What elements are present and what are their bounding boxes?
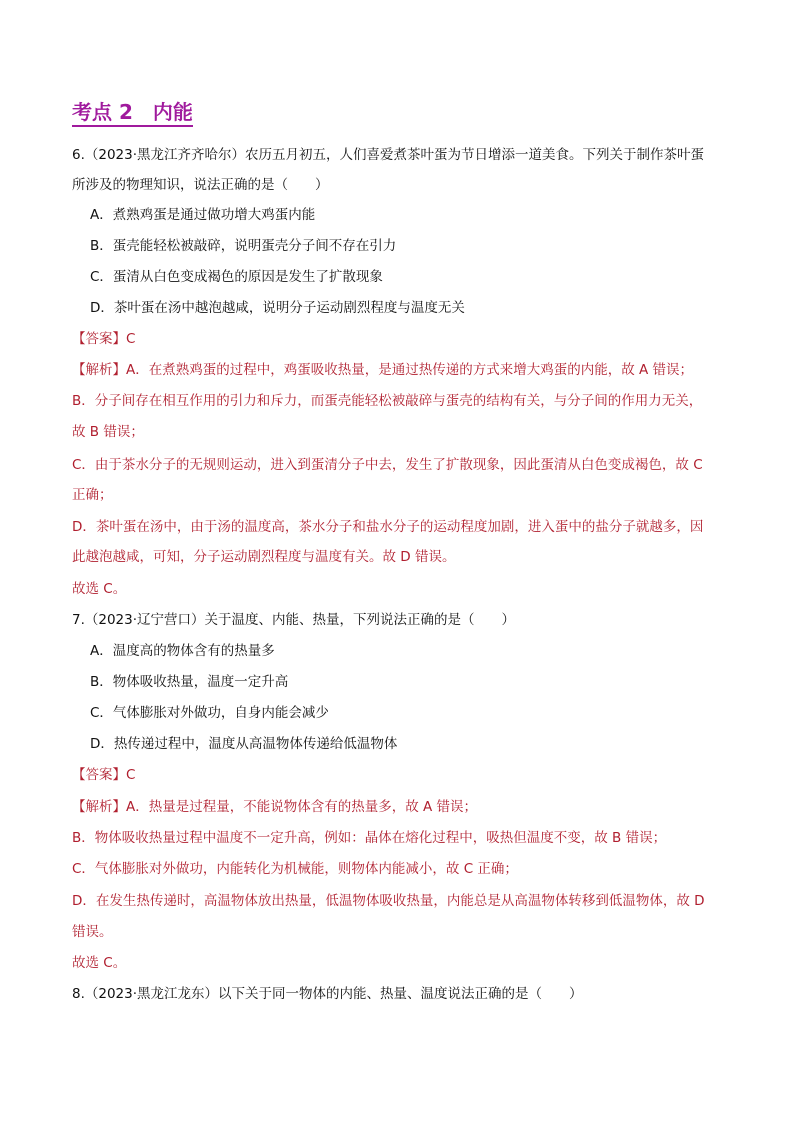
q7-stem-line-1: 7.（2023·辽宁营口）关于温度、内能、热量，下列说法正确的是（ ） (72, 612, 516, 628)
q6-analysis-line-1 (72, 360, 693, 380)
q7-option-d: D．热传递过程中，温度从高温物体传递给低温物体 (90, 736, 398, 752)
q6-analysis-line-7: 此越泡越咸，可知，分子运动剧烈程度与温度有关。故 D 错误。 (72, 549, 456, 565)
q7-analysis-line-4: D．在发生热传递时，高温物体放出热量，低温物体吸收热量，内能总是从高温物体转移到低温物体，故 D (72, 893, 705, 909)
q7-option-b: B．物体吸收热量，温度一定升高 (90, 674, 289, 690)
q7-analysis-label: 【解析】 (72, 799, 126, 815)
section-title: 考点 2 内能 (72, 100, 193, 127)
q6-analysis-text: A．在煮熟鸡蛋的过程中，鸡蛋吸收热量，是通过热传递的方式来增大鸡蛋的内能，故 A 错误； (126, 362, 694, 378)
q7-answer-label: 【答案】 (72, 767, 126, 783)
q6-answer (72, 329, 135, 349)
q7-analysis-text: A．热量是过程量，不能说物体含有的热量多，故 A 错误； (126, 799, 478, 815)
q6-analysis-line-3: 故 B 错误； (72, 424, 144, 440)
q6-analysis-line-2: B．分子间存在相互作用的引力和斥力，而蛋壳能轻松被敲碎与蛋壳的结构有关，与分子间的作用力无关， (72, 393, 703, 409)
q6-stem-line-1: 6.（2023·黑龙江齐齐哈尔）农历五月初五，人们喜爱煮茶叶蛋为节日增添一道美食。下列关于制作茶叶蛋 (72, 147, 705, 163)
q7-answer-value: C (126, 767, 136, 783)
q6-stem-line-2: 所涉及的物理知识，说法正确的是（ ） (72, 177, 329, 193)
q8-stem-line-1: 8.（2023·黑龙江龙东）以下关于同一物体的内能、热量、温度说法正确的是（ ） (72, 986, 583, 1002)
q6-analysis-line-6: D．茶叶蛋在汤中，由于汤的温度高，茶水分子和盐水分子的运动程度加剧，进入蛋中的盐分子就越多，因 (72, 519, 704, 535)
q6-analysis-line-4: C．由于茶水分子的无规则运动，进入到蛋清分子中去，发生了扩散现象，因此蛋清从白色变成褐色，故 C (72, 457, 703, 473)
q6-answer-value: C (126, 331, 136, 347)
q6-answer-label: 【答案】 (72, 331, 126, 347)
q6-analysis-line-5: 正确； (72, 487, 113, 503)
q6-option-c: C．蛋清从白色变成褐色的原因是发生了扩散现象 (90, 269, 383, 285)
q6-analysis-label: 【解析】 (72, 362, 126, 378)
q7-analysis-line-3: C．气体膨胀对外做功，内能转化为机械能，则物体内能减小，故 C 正确； (72, 861, 518, 877)
q7-conclusion: 故选 C。 (72, 955, 127, 971)
q7-analysis-line-1 (72, 797, 477, 817)
q6-conclusion: 故选 C。 (72, 581, 127, 597)
q7-answer (72, 765, 135, 785)
q7-option-c: C．气体膨胀对外做功，自身内能会减少 (90, 705, 329, 721)
q7-option-a: A．温度高的物体含有的热量多 (90, 643, 275, 659)
q6-option-a: A．煮熟鸡蛋是通过做功增大鸡蛋内能 (90, 207, 316, 223)
q7-analysis-line-2: B．物体吸收热量过程中温度不一定升高，例如：晶体在熔化过程中，吸热但温度不变，故 B 错误； (72, 830, 667, 846)
q6-option-d: D．茶叶蛋在汤中越泡越咸，说明分子运动剧烈程度与温度无关 (90, 300, 465, 316)
q6-option-b: B．蛋壳能轻松被敲碎，说明蛋壳分子间不存在引力 (90, 238, 397, 254)
q7-analysis-line-5: 错误。 (72, 924, 113, 940)
